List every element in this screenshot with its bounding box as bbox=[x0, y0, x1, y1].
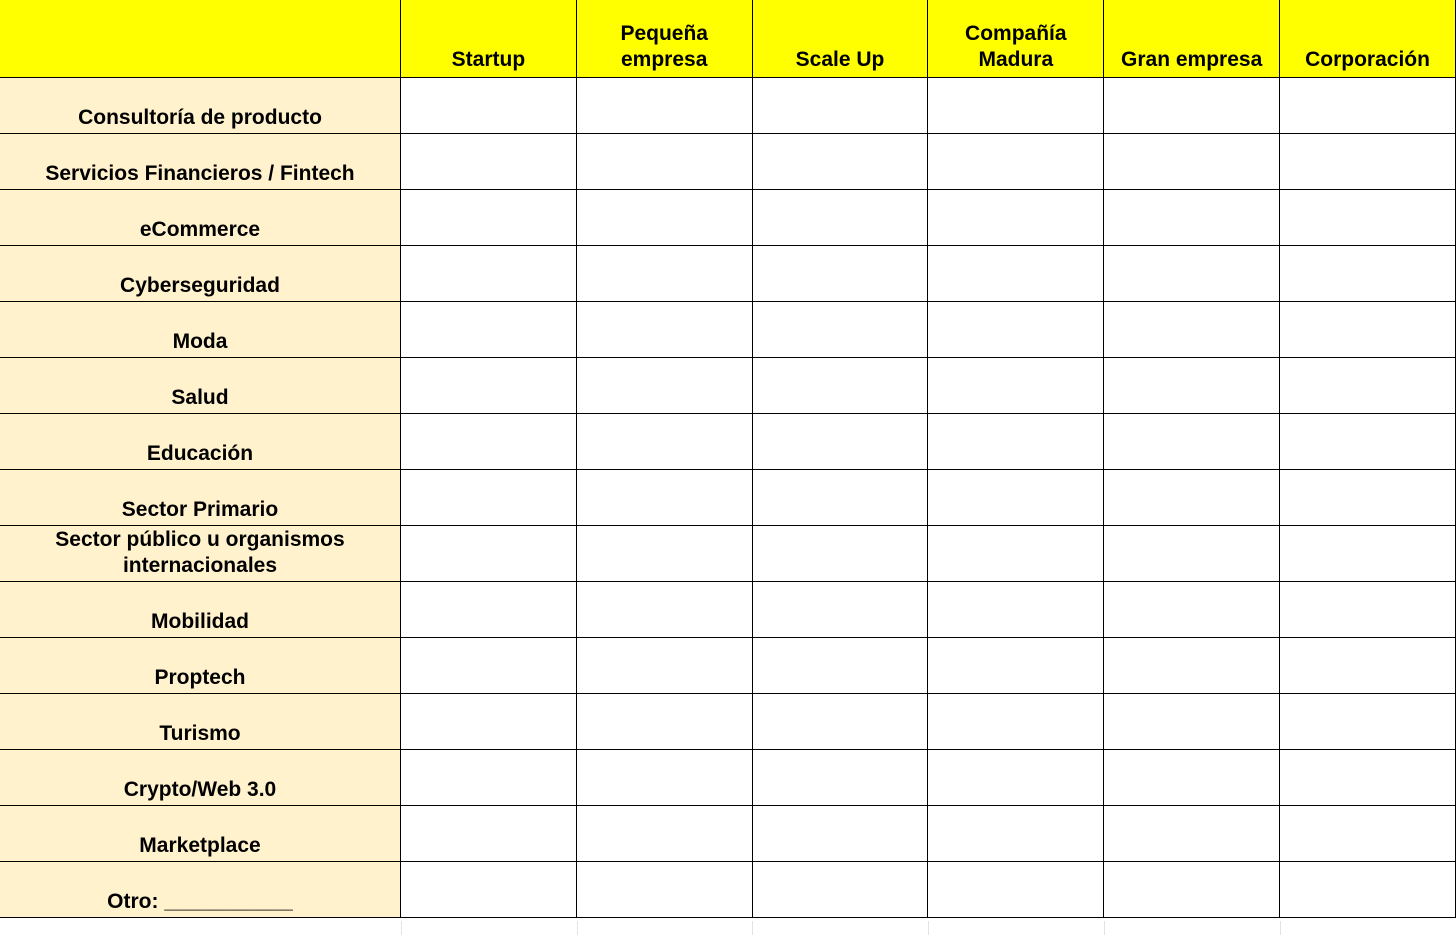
table-cell[interactable] bbox=[1280, 525, 1456, 581]
table-cell[interactable] bbox=[928, 189, 1104, 245]
table-cell[interactable] bbox=[1104, 525, 1280, 581]
table-cell[interactable] bbox=[576, 245, 752, 301]
row-label: Educación bbox=[146, 441, 254, 465]
table-cell[interactable] bbox=[1280, 77, 1456, 133]
table-cell[interactable] bbox=[752, 301, 928, 357]
column-header-scale-up[interactable] bbox=[752, 0, 928, 77]
column-header-label: Startup bbox=[451, 47, 526, 71]
table-cell[interactable] bbox=[576, 413, 752, 469]
table-row bbox=[0, 301, 1456, 357]
row-label: Cyberseguridad bbox=[120, 273, 280, 297]
table-cell[interactable] bbox=[752, 581, 928, 637]
table-body bbox=[0, 77, 1456, 917]
table-cell[interactable] bbox=[576, 581, 752, 637]
table-cell[interactable] bbox=[401, 525, 577, 581]
table-cell[interactable] bbox=[1104, 581, 1280, 637]
table-cell[interactable] bbox=[752, 357, 928, 413]
table-cell[interactable] bbox=[576, 469, 752, 525]
header-row bbox=[0, 0, 1456, 77]
row-label-cell[interactable] bbox=[0, 133, 401, 189]
table-cell[interactable] bbox=[1280, 469, 1456, 525]
table-cell[interactable] bbox=[752, 525, 928, 581]
table-cell[interactable] bbox=[752, 637, 928, 693]
row-label-cell[interactable] bbox=[0, 805, 401, 861]
table-cell[interactable] bbox=[1280, 133, 1456, 189]
column-header-pequena-empresa[interactable] bbox=[576, 0, 752, 77]
row-label: Salud bbox=[171, 385, 229, 409]
row-label: Consultoría de producto bbox=[78, 105, 322, 129]
table-cell[interactable] bbox=[576, 77, 752, 133]
row-label-cell[interactable] bbox=[0, 637, 401, 693]
grid-tail bbox=[0, 921, 1456, 935]
table-cell[interactable] bbox=[576, 693, 752, 749]
row-label-cell[interactable] bbox=[0, 749, 401, 805]
row-label-cell[interactable] bbox=[0, 861, 401, 917]
table-cell[interactable] bbox=[1280, 357, 1456, 413]
table-cell[interactable] bbox=[752, 805, 928, 861]
table-cell[interactable] bbox=[576, 301, 752, 357]
table-cell[interactable] bbox=[752, 413, 928, 469]
table-cell[interactable] bbox=[576, 805, 752, 861]
table-cell[interactable] bbox=[576, 189, 752, 245]
row-label: Crypto/Web 3.0 bbox=[123, 777, 277, 801]
table-cell[interactable] bbox=[576, 637, 752, 693]
table-row bbox=[0, 357, 1456, 413]
table-row bbox=[0, 525, 1456, 581]
table-row bbox=[0, 245, 1456, 301]
table-row bbox=[0, 861, 1456, 917]
table-cell[interactable] bbox=[1104, 189, 1280, 245]
gridline bbox=[1280, 921, 1281, 935]
table-cell[interactable] bbox=[928, 469, 1104, 525]
table-cell[interactable] bbox=[1280, 189, 1456, 245]
table-cell[interactable] bbox=[1280, 861, 1456, 917]
table-cell[interactable] bbox=[1280, 693, 1456, 749]
table-cell[interactable] bbox=[928, 637, 1104, 693]
table-cell[interactable] bbox=[752, 749, 928, 805]
table-cell[interactable] bbox=[1104, 469, 1280, 525]
table-cell[interactable] bbox=[401, 861, 577, 917]
table-cell[interactable] bbox=[928, 749, 1104, 805]
table-cell[interactable] bbox=[928, 245, 1104, 301]
row-label: Proptech bbox=[154, 665, 246, 689]
table-cell[interactable] bbox=[1104, 637, 1280, 693]
table-cell[interactable] bbox=[1104, 357, 1280, 413]
row-label-cell[interactable] bbox=[0, 357, 401, 413]
table-cell[interactable] bbox=[1280, 413, 1456, 469]
row-label: Mobilidad bbox=[151, 609, 249, 633]
table-cell[interactable] bbox=[401, 133, 577, 189]
table-cell[interactable] bbox=[401, 413, 577, 469]
table-cell[interactable] bbox=[1104, 245, 1280, 301]
row-label: Servicios Financieros / Fintech bbox=[45, 161, 355, 185]
table-row bbox=[0, 413, 1456, 469]
table-row bbox=[0, 77, 1456, 133]
table-cell[interactable] bbox=[1104, 133, 1280, 189]
table-cell[interactable] bbox=[752, 245, 928, 301]
table-cell[interactable] bbox=[928, 525, 1104, 581]
row-label-cell[interactable] bbox=[0, 189, 401, 245]
table-cell[interactable] bbox=[401, 77, 577, 133]
table-cell[interactable] bbox=[401, 357, 577, 413]
table-cell[interactable] bbox=[401, 805, 577, 861]
table-cell[interactable] bbox=[928, 805, 1104, 861]
column-header-label: Gran empresa bbox=[1121, 47, 1263, 71]
column-header-label: Compañía Madura bbox=[965, 21, 1067, 71]
table-cell[interactable] bbox=[752, 693, 928, 749]
table-cell[interactable] bbox=[928, 413, 1104, 469]
gridline bbox=[752, 921, 753, 935]
table-cell[interactable] bbox=[1104, 77, 1280, 133]
row-label: Sector público u organismos internacionales bbox=[55, 528, 345, 577]
table-cell[interactable] bbox=[401, 245, 577, 301]
table-cell[interactable] bbox=[576, 525, 752, 581]
corner-cell[interactable] bbox=[0, 0, 401, 77]
table-cell[interactable] bbox=[1104, 301, 1280, 357]
table-cell[interactable] bbox=[1104, 749, 1280, 805]
table-cell[interactable] bbox=[401, 581, 577, 637]
table-cell[interactable] bbox=[752, 861, 928, 917]
table-cell[interactable] bbox=[752, 133, 928, 189]
table-cell[interactable] bbox=[928, 77, 1104, 133]
row-label: eCommerce bbox=[139, 217, 261, 241]
gridline bbox=[1104, 921, 1105, 935]
table-cell[interactable] bbox=[1280, 581, 1456, 637]
table-cell[interactable] bbox=[401, 189, 577, 245]
column-header-compania-madura[interactable] bbox=[928, 0, 1104, 77]
row-label: Turismo bbox=[159, 721, 241, 745]
table-cell[interactable] bbox=[1280, 805, 1456, 861]
column-header-gran-empresa[interactable] bbox=[1104, 0, 1280, 77]
table-row bbox=[0, 133, 1456, 189]
table-cell[interactable] bbox=[1280, 749, 1456, 805]
table-cell[interactable] bbox=[401, 749, 577, 805]
table-cell[interactable] bbox=[928, 861, 1104, 917]
table-cell[interactable] bbox=[576, 861, 752, 917]
table-row bbox=[0, 581, 1456, 637]
table-cell[interactable] bbox=[928, 693, 1104, 749]
column-header-startup[interactable] bbox=[401, 0, 577, 77]
row-label: Marketplace bbox=[139, 833, 261, 857]
column-header-corporacion[interactable] bbox=[1280, 0, 1456, 77]
table-row bbox=[0, 749, 1456, 805]
table-row bbox=[0, 637, 1456, 693]
gridline bbox=[928, 921, 929, 935]
table-cell[interactable] bbox=[1104, 693, 1280, 749]
gridline bbox=[577, 921, 578, 935]
table-cell[interactable] bbox=[576, 133, 752, 189]
row-label: Sector Primario bbox=[121, 497, 279, 521]
row-label-cell[interactable] bbox=[0, 77, 401, 133]
row-label: Otro: ___________ bbox=[107, 889, 293, 913]
table-cell[interactable] bbox=[401, 469, 577, 525]
table-cell[interactable] bbox=[576, 357, 752, 413]
table-cell[interactable] bbox=[576, 749, 752, 805]
table-cell[interactable] bbox=[1280, 301, 1456, 357]
table-row bbox=[0, 469, 1456, 525]
table-cell[interactable] bbox=[1104, 805, 1280, 861]
table-cell[interactable] bbox=[752, 189, 928, 245]
row-label-cell[interactable] bbox=[0, 693, 401, 749]
table-cell[interactable] bbox=[928, 581, 1104, 637]
table-row bbox=[0, 693, 1456, 749]
table-row bbox=[0, 805, 1456, 861]
table-cell[interactable] bbox=[752, 469, 928, 525]
row-label-cell[interactable] bbox=[0, 525, 401, 581]
table-cell[interactable] bbox=[401, 301, 577, 357]
table-cell[interactable] bbox=[1280, 245, 1456, 301]
row-label-cell[interactable] bbox=[0, 301, 401, 357]
table-cell[interactable] bbox=[752, 77, 928, 133]
column-header-label: Corporación bbox=[1305, 47, 1430, 71]
table-cell[interactable] bbox=[1104, 413, 1280, 469]
table-cell[interactable] bbox=[1280, 637, 1456, 693]
table-row bbox=[0, 189, 1456, 245]
table-cell[interactable] bbox=[928, 357, 1104, 413]
table-cell[interactable] bbox=[928, 133, 1104, 189]
table-cell[interactable] bbox=[401, 637, 577, 693]
row-label-cell[interactable] bbox=[0, 413, 401, 469]
row-label-cell[interactable] bbox=[0, 245, 401, 301]
row-label-cell[interactable] bbox=[0, 469, 401, 525]
column-header-label: Pequeña empresa bbox=[620, 21, 708, 71]
table-cell[interactable] bbox=[928, 301, 1104, 357]
table-cell[interactable] bbox=[401, 693, 577, 749]
gridline bbox=[401, 921, 402, 935]
row-label: Moda bbox=[172, 329, 228, 353]
table-cell[interactable] bbox=[1104, 861, 1280, 917]
column-header-label: Scale Up bbox=[795, 47, 885, 71]
row-label-cell[interactable] bbox=[0, 581, 401, 637]
